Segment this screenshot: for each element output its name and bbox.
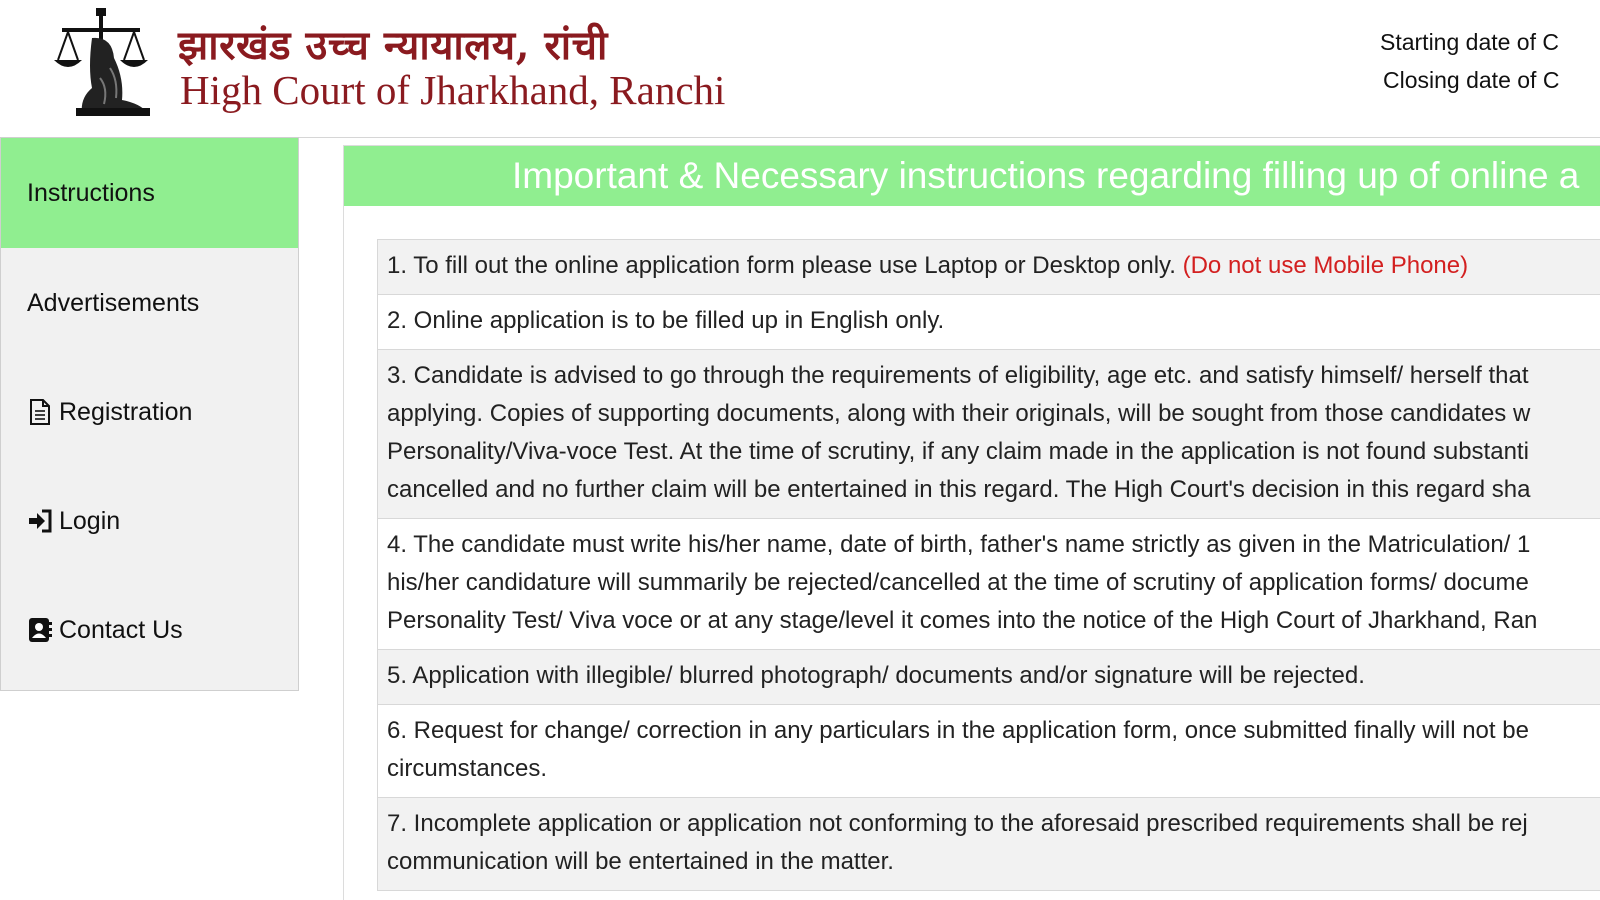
instruction-text: 5. Application with illegible/ blurred photograph/ documents and/or signature will be rejected. (387, 662, 1365, 689)
contact-book-icon (27, 617, 53, 643)
court-title-english: High Court of Jharkhand, Ranchi (180, 67, 726, 113)
instruction-row (378, 519, 1600, 650)
court-emblem-logo (52, 8, 152, 116)
sidebar-item-label: Contact Us (59, 615, 183, 644)
closing-date-label: Closing date of C (1383, 67, 1560, 93)
sign-in-icon (27, 508, 53, 534)
instruction-row (378, 798, 1600, 891)
site-header (0, 0, 1600, 138)
sidebar-item-label: Registration (59, 397, 193, 426)
application-dates (1380, 26, 1559, 102)
instruction-text: 1. To fill out the online application form please use Laptop or Desktop only. (387, 252, 1183, 279)
instructions-banner-title: Important & Necessary instructions regarding filling up of online a (344, 146, 1600, 206)
instruction-text: 3. Candidate is advised to go through the requirements of eligibility, age etc. and satisfy himself/ herself that applying. Copies of supporting documents, along with their originals, will be sought from those candidates w Personality/Viva-voce Test. At the time of scrutiny, if any claim made in the application is not found substanti cancelled and no further claim will be entertained in this regard. The High Court's decision in this regard sha (387, 362, 1531, 503)
sidebar-item-label: Login (59, 506, 121, 535)
sidebar-item-advertisements[interactable] (1, 248, 298, 358)
instruction-row (378, 705, 1600, 798)
sidebar-item-contact-us[interactable] (1, 575, 298, 685)
instructions-panel (343, 145, 1600, 900)
sidebar-item-login[interactable] (1, 466, 298, 576)
instruction-row (378, 240, 1600, 295)
sidebar-item-label: Advertisements (27, 288, 200, 317)
starting-date-label: Starting date of C (1380, 29, 1559, 55)
document-icon (27, 399, 53, 425)
mobile-warning-text: (Do not use Mobile Phone) (1182, 252, 1469, 279)
instruction-row (378, 650, 1600, 705)
instruction-row (378, 350, 1600, 519)
instruction-text: 7. Incomplete application or application not conforming to the aforesaid prescribed requirements shall be rej communication will be entertained in the matter. (387, 810, 1528, 875)
instructions-list (377, 239, 1600, 891)
court-title-hindi: झारखंड उच्च न्यायालय, रांची (178, 22, 608, 69)
sidebar-item-label: Instructions (27, 178, 155, 207)
instruction-text: 2. Online application is to be filled up in English only. (387, 307, 945, 334)
sidebar-item-registration[interactable] (1, 357, 298, 467)
sidebar-item-instructions[interactable] (1, 138, 298, 248)
instruction-text: 4. The candidate must write his/her name, date of birth, father's name strictly as given in the Matriculation/ 1 his/her candidature will summarily be rejected/cancelled at the time of scrutiny of application forms/ docume Personality Test/ Viva voce or at any stage/level it comes into the notice of the High Court of Jharkhand, Ran (387, 531, 1538, 634)
sidebar-nav (0, 137, 299, 691)
instruction-row (378, 295, 1600, 350)
instruction-text: 6. Request for change/ correction in any particulars in the application form, once submitted finally will not be circumstances. (387, 717, 1529, 782)
